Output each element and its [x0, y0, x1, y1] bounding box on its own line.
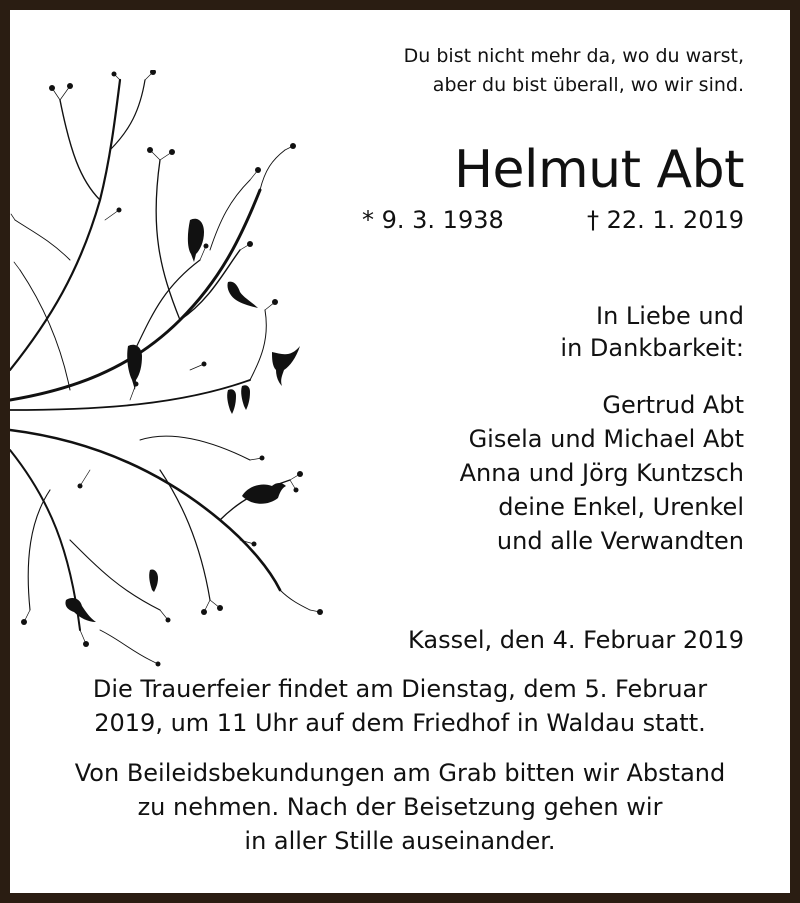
place-date: Kassel, den 4. Februar 2019: [408, 626, 744, 654]
mourner: deine Enkel, Urenkel: [498, 493, 744, 521]
dedication-line-1: In Liebe und: [595, 302, 744, 330]
condolence-notice: [10, 756, 790, 858]
funeral-line-2: 2019, um 11 Uhr auf dem Friedhof in Waldau statt.: [94, 709, 706, 737]
tree-with-birds-illustration: [10, 70, 350, 670]
funeral-notice: [10, 672, 790, 740]
mourner: und alle Verwandten: [496, 527, 744, 555]
life-dates: [362, 206, 744, 240]
condolence-line-2: zu nehmen. Nach der Beisetzung gehen wir: [137, 793, 663, 821]
condolence-line-3: in aller Stille auseinander.: [244, 827, 556, 855]
quote-line-1: Du bist nicht mehr da, wo du warst,: [403, 45, 744, 67]
mourner: Anna und Jörg Kuntzsch: [459, 459, 744, 487]
death-date: † 22. 1. 2019: [586, 206, 744, 234]
dedication-line-2: in Dankbarkeit:: [560, 334, 744, 362]
mourner: Gertrud Abt: [602, 391, 744, 419]
obituary-card: [10, 10, 790, 893]
birth-date: * 9. 3. 1938: [362, 206, 504, 234]
mourners-list: [460, 388, 744, 558]
quote-line-2: aber du bist überall, wo wir sind.: [432, 74, 744, 96]
funeral-line-1: Die Trauerfeier findet am Dienstag, dem 5. Februar: [92, 675, 708, 703]
mourner: Gisela und Michael Abt: [468, 425, 744, 453]
deceased-name: Helmut Abt: [453, 140, 744, 200]
dedication: [560, 300, 744, 364]
quote: [404, 42, 744, 100]
condolence-line-1: Von Beileidsbekundungen am Grab bitten wir Abstand: [74, 759, 726, 787]
